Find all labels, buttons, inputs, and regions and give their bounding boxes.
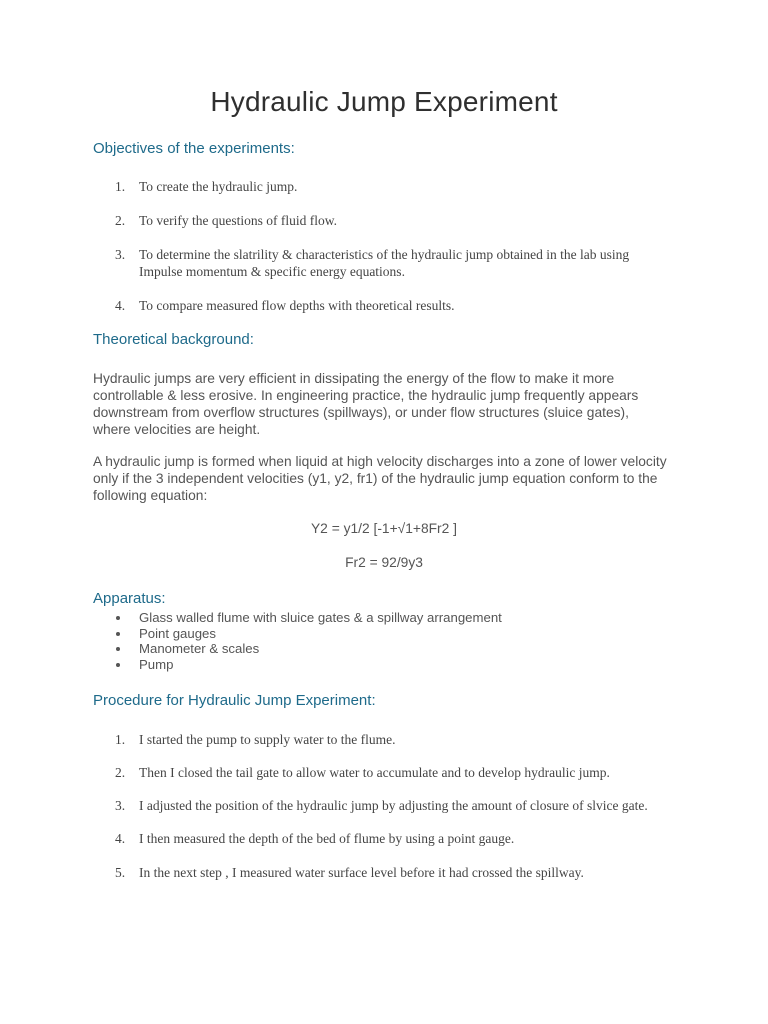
list-item-number: 2. (115, 213, 126, 228)
list-item-text: To determine the slatrility & characteristics of the hydraulic jump obtained in the lab using Impulse momentum & specific energy equations. (139, 247, 630, 279)
list-item-text: Then I closed the tail gate to allow water to accumulate and to develop hydraulic jump. (139, 765, 610, 780)
list-item-number: 4. (115, 298, 126, 313)
list-item (93, 764, 673, 781)
list-item-text: Point gauges (139, 625, 216, 641)
list-item (93, 864, 673, 881)
bullet-icon (116, 616, 120, 620)
list-item-text: To compare measured flow depths with theoretical results. (139, 298, 455, 313)
objectives-list (93, 178, 673, 314)
list-item-number: 4. (115, 831, 126, 846)
list-item-number: 5. (115, 865, 126, 880)
list-item (93, 731, 673, 748)
list-item-number: 1. (115, 179, 126, 194)
theory-heading: Theoretical background: (93, 331, 254, 348)
list-item (93, 297, 673, 314)
theory-paragraph-1: Hydraulic jumps are very efficient in dissipating the energy of the flow to make it more controllable & less erosive. In engineering practice, the hydraulic jump frequently appears downstream from overflow structures (spillways), or under flow structures (sluice gates), where velocities are height. (93, 371, 639, 437)
list-item (93, 212, 673, 229)
list-item-text: To create the hydraulic jump. (139, 179, 298, 194)
apparatus-list (93, 610, 653, 672)
list-item-number: 1. (115, 732, 126, 747)
list-item (93, 610, 653, 626)
list-item-text: Pump (139, 656, 174, 672)
list-item-text: I then measured the depth of the bed of flume by using a point gauge. (139, 831, 515, 846)
list-item (93, 246, 673, 280)
list-item-number: 3. (115, 798, 126, 813)
list-item-text: I started the pump to supply water to the flume. (139, 732, 396, 747)
list-item-text: Manometer & scales (139, 641, 260, 656)
bullet-icon (116, 663, 120, 667)
list-item-number: 2. (115, 765, 126, 780)
list-item (93, 830, 673, 847)
list-item-text: To verify the questions of fluid flow. (139, 213, 338, 228)
list-item (93, 797, 673, 814)
equation-y2: Y2 = y1/2 [-1+√1+8Fr2 ] (310, 521, 457, 536)
list-item-text: In the next step , I measured water surface level before it had crossed the spillway. (139, 865, 584, 880)
procedure-heading: Procedure for Hydraulic Jump Experiment: (93, 692, 376, 709)
equation-fr2: Fr2 = 92/9y3 (345, 555, 423, 570)
list-item (93, 657, 653, 673)
procedure-list (93, 731, 673, 881)
bullet-icon (116, 647, 120, 651)
list-item-text: I adjusted the position of the hydraulic jump by adjusting the amount of closure of slvice gate. (139, 798, 648, 813)
list-item-text: Glass walled flume with sluice gates & a spillway arrangement (139, 610, 502, 625)
list-item (93, 626, 653, 642)
list-item (93, 178, 673, 195)
objectives-heading: Objectives of the experiments: (93, 140, 295, 157)
apparatus-heading: Apparatus: (93, 590, 166, 607)
page-title: Hydraulic Jump Experiment (210, 86, 558, 117)
theory-paragraph-2: A hydraulic jump is formed when liquid at high velocity discharges into a zone of lower velocity only if the 3 independent velocities (y1, y2, fr1) of the hydraulic jump equation conform to the following equation: (93, 454, 667, 503)
bullet-icon (116, 632, 120, 636)
list-item-number: 3. (115, 247, 126, 262)
list-item (93, 641, 653, 657)
